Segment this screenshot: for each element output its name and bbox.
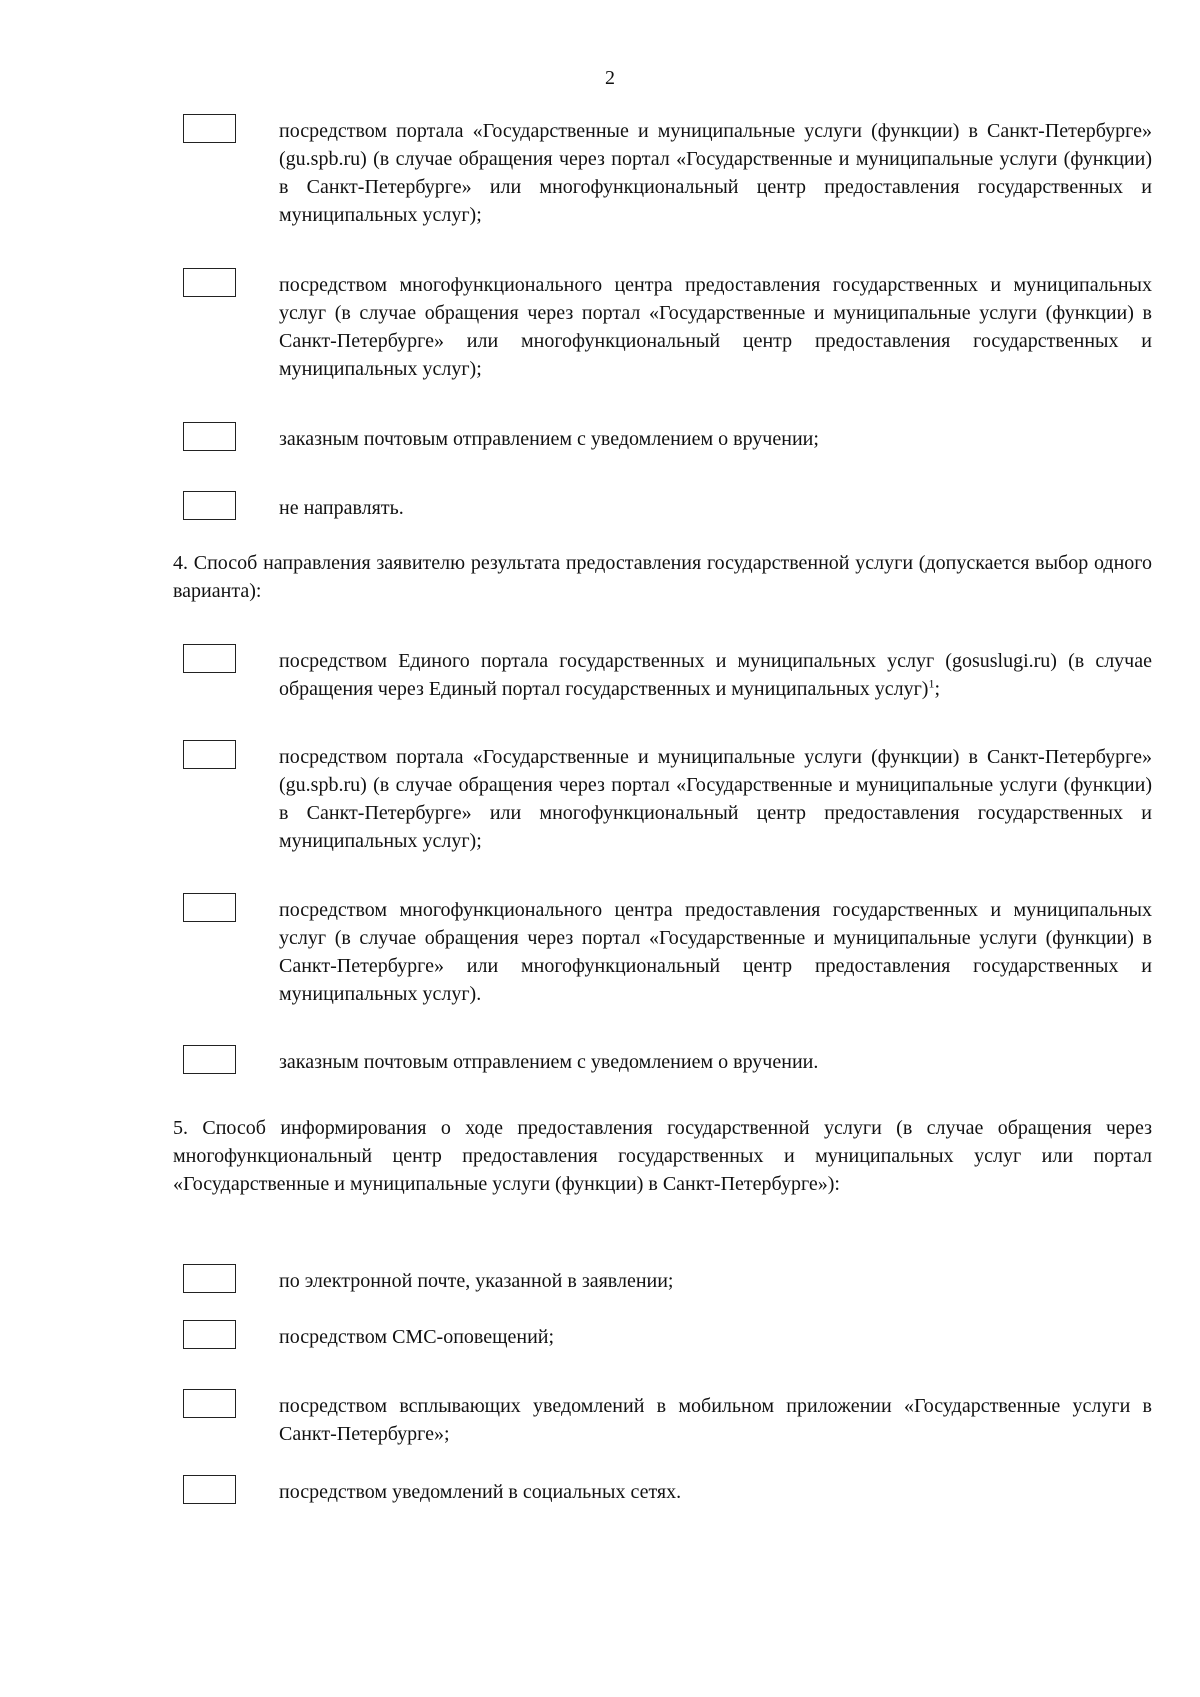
checkbox[interactable]: [183, 1475, 236, 1504]
option-label: посредством СМС-оповещений;: [279, 1326, 555, 1348]
footnote-marker: 1: [928, 676, 935, 691]
checkbox[interactable]: [183, 422, 236, 451]
option-text: посредством Единого портала государственных и муниципальных услуг (gosuslugi.ru) (в случае обращения через Единый портал государственных и муниципальных услуг): [279, 650, 1152, 700]
checkbox[interactable]: [183, 1389, 236, 1418]
checkbox[interactable]: [183, 644, 236, 673]
option-label: посредством всплывающих уведомлений в мобильном приложении «Государственные услуги в Санкт-Петербурге»;: [279, 1395, 1152, 1445]
checkbox[interactable]: [183, 740, 236, 769]
option-text-end: ;: [934, 678, 941, 700]
option-label: посредством портала «Государственные и муниципальные услуги (функции) в Санкт-Петербурге» (gu.spb.ru) (в случае обращения через портал «Государственные и муниципальные услуги (функции) в Санкт-Петербурге» или многофункциональный центр предоставления государственных и муниципальных услуг);: [279, 120, 1152, 226]
option-label: заказным почтовым отправлением с уведомлением о вручении.: [279, 1051, 819, 1073]
option-label: посредством многофункционального центра предоставления государственных и муниципальных услуг (в случае обращения через портал «Государственные и муниципальные услуги (функции) в Санкт-Петербурге» или многофункциональный центр предоставления государственных и муниципальных услуг).: [279, 899, 1152, 1005]
option-label: посредством многофункционального центра предоставления государственных и муниципальных услуг (в случае обращения через портал «Государственные и муниципальные услуги (функции) в Санкт-Петербурге» или многофункциональный центр предоставления государственных и муниципальных услуг);: [279, 274, 1152, 380]
checkbox[interactable]: [183, 1320, 236, 1349]
checkbox[interactable]: [183, 1045, 236, 1074]
option-label: [279, 647, 1152, 703]
checkbox[interactable]: [183, 491, 236, 520]
checkbox[interactable]: [183, 1264, 236, 1293]
option-label: посредством уведомлений в социальных сетях.: [279, 1481, 682, 1503]
option-label: заказным почтовым отправлением с уведомлением о вручении;: [279, 428, 819, 450]
checkbox[interactable]: [183, 114, 236, 143]
page-number: 2: [605, 67, 615, 89]
checkbox[interactable]: [183, 268, 236, 297]
checkbox[interactable]: [183, 893, 236, 922]
option-label: не направлять.: [279, 497, 404, 519]
section-5-heading: 5. Способ информирования о ходе предоставления государственной услуги (в случае обращения через многофункциональный центр предоставления государственных и муниципальных услуг или портал «Государственные и муниципальные услуги (функции) в Санкт-Петербурге»):: [173, 1117, 1152, 1195]
section-4-heading: 4. Способ направления заявителю результата предоставления государственной услуги (допускается выбор одного варианта):: [173, 552, 1152, 602]
option-label: посредством портала «Государственные и муниципальные услуги (функции) в Санкт-Петербурге» (gu.spb.ru) (в случае обращения через портал «Государственные и муниципальные услуги (функции) в Санкт-Петербурге» или многофункциональный центр предоставления государственных и муниципальных услуг);: [279, 746, 1152, 852]
option-label: по электронной почте, указанной в заявлении;: [279, 1270, 674, 1292]
